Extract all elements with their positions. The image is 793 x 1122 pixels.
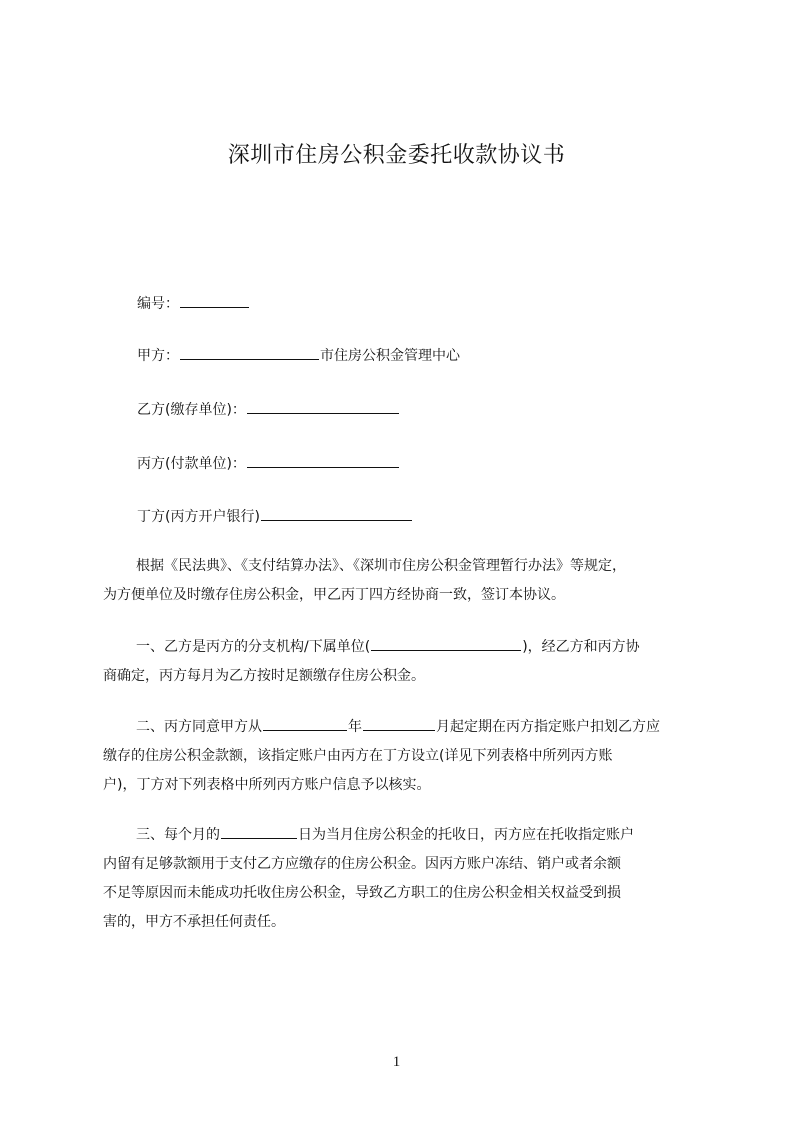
number-field	[137, 292, 250, 314]
clause-2-text: 月起定期在丙方指定账户扣划乙方应	[436, 719, 660, 735]
clause-1-text: )，经乙方和丙方协	[522, 639, 640, 655]
clause-1-line	[103, 633, 701, 662]
preamble-paragraph	[103, 552, 701, 610]
clause-2-line	[103, 713, 701, 742]
preamble-line: 为方便单位及时缴存住房公积金，甲乙丙丁四方经协商一致，签订本协议。	[103, 587, 565, 603]
clause-2-line: 户)，丁方对下列表格中所列丙方账户信息予以核实。	[103, 777, 431, 793]
clause-1-line: 商确定，丙方每月为乙方按时足额缴存住房公积金。	[103, 668, 425, 684]
party-a-field	[137, 344, 460, 366]
clause-2-text: 二、丙方同意甲方从	[136, 719, 262, 735]
clause-2-paragraph	[103, 713, 701, 800]
party-a-suffix: 市住房公积金管理中心	[320, 348, 460, 364]
clause-3-line: 害的，甲方不承担任何责任。	[103, 914, 285, 930]
start-year-blank[interactable]	[263, 715, 347, 731]
clause-3-text: 三、每个月的	[136, 827, 220, 843]
number-label: 编号：	[137, 296, 179, 312]
branch-name-blank[interactable]	[371, 635, 521, 651]
party-d-field	[137, 505, 413, 527]
party-a-blank[interactable]	[180, 344, 319, 360]
clause-3-paragraph	[103, 821, 701, 937]
clause-2-line: 缴存的住房公积金款额，该指定账户由丙方在丁方设立(详见下列表格中所列丙方账	[103, 748, 613, 764]
party-d-blank[interactable]	[261, 505, 412, 521]
clause-2-text: 年	[348, 719, 362, 735]
clause-1-text: 一、乙方是丙方的分支机构/下属单位(	[136, 639, 371, 655]
party-b-field	[137, 398, 400, 420]
document-title: 深圳市住房公积金委托收款协议书	[227, 143, 566, 168]
party-c-blank[interactable]	[247, 452, 399, 468]
clause-3-line: 不足等原因而未能成功托收住房公积金，导致乙方职工的住房公积金相关权益受到损	[103, 885, 621, 901]
party-c-field	[137, 452, 400, 474]
number-blank[interactable]	[180, 292, 249, 308]
clause-1-paragraph	[103, 633, 701, 691]
preamble-line: 根据《民法典》、《支付结算办法》、《深圳市住房公积金管理暂行办法》等规定，	[136, 558, 626, 574]
party-b-label: 乙方(缴存单位)：	[137, 402, 246, 418]
clause-3-text: 日为当月住房公积金的托收日，丙方应在托收指定账户	[298, 827, 634, 843]
clause-3-line: 内留有足够款额用于支付乙方应缴存的住房公积金。因丙方账户冻结、销户或者余额	[103, 856, 621, 872]
clause-3-line	[103, 821, 701, 850]
party-b-blank[interactable]	[247, 398, 399, 414]
party-a-label: 甲方：	[137, 348, 179, 364]
start-month-blank[interactable]	[363, 715, 435, 731]
page-number: 1	[392, 1054, 401, 1070]
collection-day-blank[interactable]	[221, 823, 297, 839]
party-c-label: 丙方(付款单位)：	[137, 456, 246, 472]
party-d-label: 丁方(丙方开户银行)	[137, 509, 260, 525]
